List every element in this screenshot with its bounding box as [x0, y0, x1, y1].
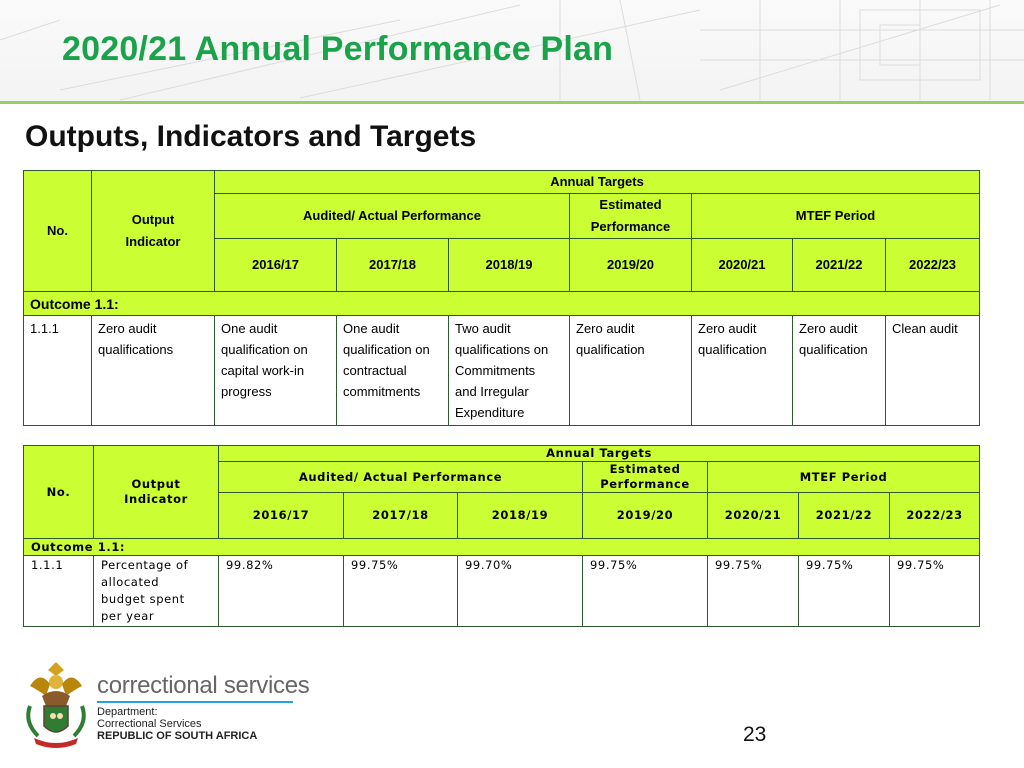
target-cell-2020-21 [692, 316, 793, 426]
cell-line: qualifications on [455, 342, 549, 357]
cell-line: qualification on [343, 342, 430, 357]
cell-line: Zero audit [98, 321, 157, 336]
cell-line: and Irregular [455, 384, 529, 399]
header-output-indicator [94, 446, 219, 539]
header-year: 2020/21 [692, 239, 793, 292]
header-annual-targets: Annual Targets [215, 171, 980, 194]
department-label: Department: [97, 706, 158, 718]
outcome-label: Outcome 1.1: [24, 539, 980, 556]
header-estimated-line2: Performance [590, 219, 671, 234]
slide-subtitle: Outputs, Indicators and Targets [25, 120, 477, 153]
cell-line: Two audit [455, 321, 511, 336]
page-number: 23 [743, 723, 767, 746]
header-year: 2020/21 [708, 493, 799, 539]
targets-table-2 [23, 445, 980, 627]
cell-line: qualification [799, 342, 868, 357]
header-year: 2019/20 [570, 239, 692, 292]
table-row [24, 316, 980, 426]
header-output-indicator-line1: Output [131, 477, 181, 491]
target-cell-2016-17 [215, 316, 337, 426]
cell-line: Commitments [455, 363, 536, 378]
row-number-text: 1.1.1 [31, 558, 64, 572]
header-year: 2022/23 [886, 239, 980, 292]
header-output-indicator-line2: Indicator [125, 234, 181, 249]
output-indicator-cell [94, 556, 219, 627]
target-cell-2020-21: 99.75% [708, 556, 799, 627]
cell-line: Zero audit [698, 321, 757, 336]
cell-line: Zero audit [576, 321, 635, 336]
cell-line: qualifications [98, 342, 174, 357]
country-name: REPUBLIC OF SOUTH AFRICA [97, 730, 258, 742]
target-cell-2022-23: 99.75% [890, 556, 980, 627]
slide-title: 2020/21 Annual Performance Plan [62, 30, 614, 68]
cell-line: allocated [101, 575, 160, 589]
header-audited-performance: Audited/ Actual Performance [219, 462, 583, 493]
department-name: Correctional Services [97, 718, 202, 730]
target-cell-2021-22 [793, 316, 886, 426]
cell-line: progress [221, 384, 272, 399]
header-year: 2018/19 [449, 239, 570, 292]
header-year: 2017/18 [337, 239, 449, 292]
header-year: 2021/22 [799, 493, 890, 539]
coat-of-arms-icon [20, 656, 92, 750]
header-mtef-period: MTEF Period [708, 462, 980, 493]
header-annual-targets: Annual Targets [219, 446, 980, 462]
row-number [24, 556, 94, 627]
header-estimated-performance [583, 462, 708, 493]
cell-line: qualification on [221, 342, 308, 357]
cell-line: Percentage of [101, 558, 189, 572]
title-divider [0, 101, 1024, 104]
header-audited-performance: Audited/ Actual Performance [215, 194, 570, 239]
cell-line: commitments [343, 384, 421, 399]
target-cell-2019-20 [570, 316, 692, 426]
cell-line: One audit [221, 321, 278, 336]
cell-line: Zero audit [799, 321, 858, 336]
outcome-label: Outcome 1.1: [24, 292, 980, 316]
cell-line: per year [101, 609, 155, 623]
target-cell-2018-19: 99.70% [458, 556, 583, 627]
target-cell-2016-17: 99.82% [219, 556, 344, 627]
header-year: 2021/22 [793, 239, 886, 292]
header-year: 2019/20 [583, 493, 708, 539]
cell-line: budget spent [101, 592, 185, 606]
header-year: 2022/23 [890, 493, 980, 539]
target-cell-2017-18: 99.75% [344, 556, 458, 627]
org-name: correctional services [97, 672, 310, 699]
target-cell-2018-19 [449, 316, 570, 426]
header-estimated-performance [570, 194, 692, 239]
cell-line: Expenditure [455, 405, 525, 420]
header-year: 2017/18 [344, 493, 458, 539]
header-output-indicator [92, 171, 215, 292]
header-year: 2016/17 [215, 239, 337, 292]
org-name-underline [97, 701, 293, 703]
targets-table-1 [23, 170, 980, 426]
cell-line: One audit [343, 321, 400, 336]
target-cell-2021-22: 99.75% [799, 556, 890, 627]
header-year: 2018/19 [458, 493, 583, 539]
header-mtef-period: MTEF Period [692, 194, 980, 239]
header-output-indicator-line2: Indicator [124, 492, 188, 506]
header-output-indicator-line1: Output [131, 212, 175, 227]
row-number [24, 316, 92, 426]
header-estimated-line1: Estimated [599, 197, 662, 212]
header-no: No. [24, 446, 94, 539]
output-indicator-cell [92, 316, 215, 426]
header-estimated-line1: Estimated [609, 462, 681, 476]
table-row [24, 556, 980, 627]
target-cell-2019-20: 99.75% [583, 556, 708, 627]
target-cell-2017-18 [337, 316, 449, 426]
cell-line: Clean audit [892, 321, 958, 336]
cell-line: qualification [576, 342, 645, 357]
header-no: No. [24, 171, 92, 292]
cell-line: qualification [698, 342, 767, 357]
header-year: 2016/17 [219, 493, 344, 539]
header-estimated-line2: Performance [600, 477, 690, 491]
cell-line: contractual [343, 363, 407, 378]
cell-line: capital work-in [221, 363, 305, 378]
target-cell-2022-23 [886, 316, 980, 426]
row-number-text: 1.1.1 [30, 321, 59, 336]
